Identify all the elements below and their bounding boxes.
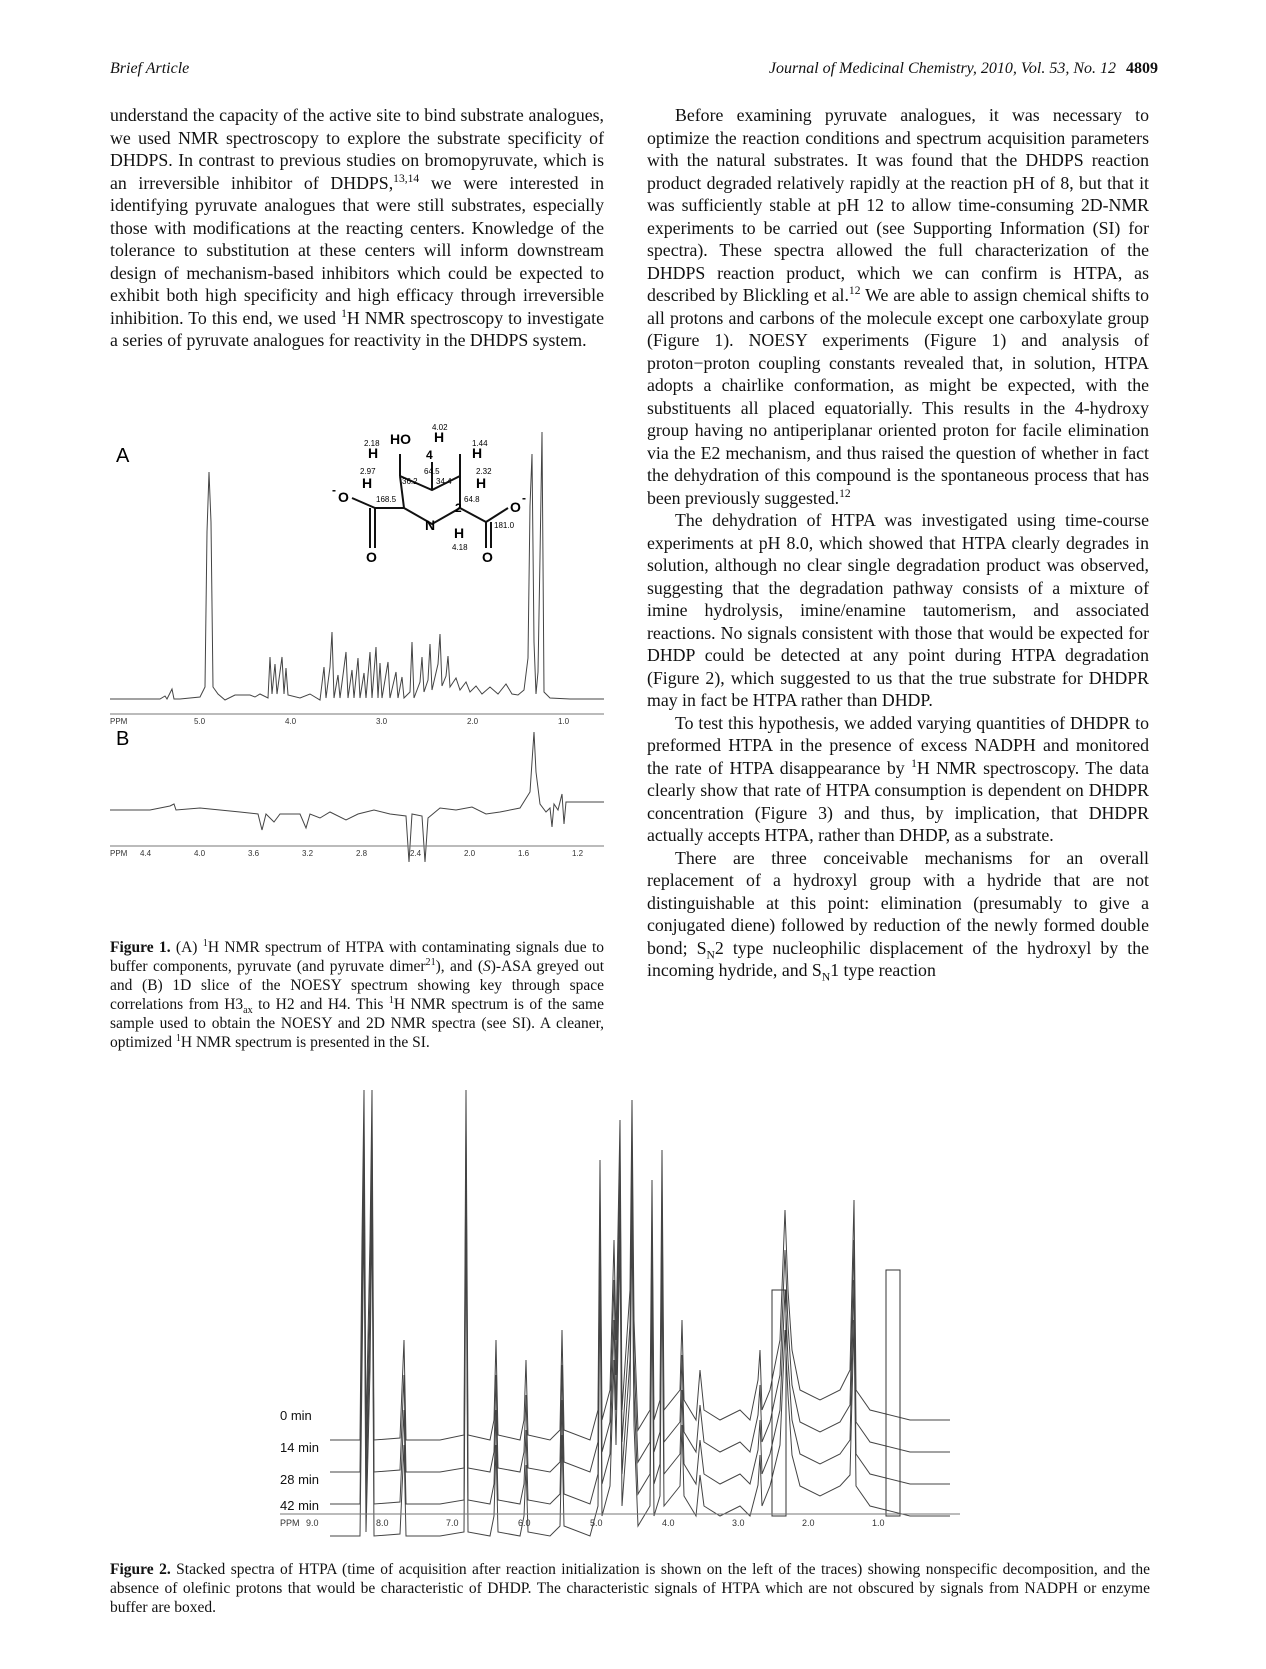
shift-h2: 4.18 bbox=[452, 543, 468, 552]
shift-c4: 64.5 bbox=[424, 467, 440, 476]
panel-label-b: B bbox=[116, 728, 130, 750]
right-column-text bbox=[647, 104, 1149, 982]
htpa-structure bbox=[332, 423, 526, 565]
shift-c3: 36.2 bbox=[402, 477, 418, 486]
shift-h4: 4.02 bbox=[432, 423, 448, 432]
shift-c2: 64.8 bbox=[464, 495, 480, 504]
tick-b-1.6: 1.6 bbox=[518, 849, 530, 858]
page-number: 4809 bbox=[1126, 60, 1158, 77]
ppm-label-a: PPM bbox=[110, 717, 128, 726]
ticks-a bbox=[194, 717, 570, 726]
right-paragraph-3: To test this hypothesis, we added varying quantities of DHDPR to preformed HTPA in the presence of excess NADPH and monitored the rate of HTPA disappearance by $^1$H NMR spectroscopy. The data clearly show that rate of HTPA consumption is dependent on DHDPR concentration (Figure 3) and thus, by implication, that DHDPR actually accepts HTPA, rather than DHDP, as a substrate. bbox=[647, 712, 1149, 845]
right-paragraph-4: There are three conceivable mechanisms for an overall replacement of a hydroxyl group with a hydride that are not distinguishable at this point: elimination (presumably to give a conjugated diene) followed by reduction of the newly formed double bond; $S_N2$ type nucleophilic displacement of the hydroxyl by the incoming hydride, and $S_N1$ type reaction bbox=[647, 847, 1149, 984]
right-paragraph-2: The dehydration of HTPA was investigated using time-course experiments at pH 8.0, which showed that HTPA clearly degrades in solution, although no clear single degradation product was observed, suggesting that the degradation pathway consists of a mixture of imine hydrolysis, imine/enamine tautomerism, and associated reactions. No signals consistent with those that would be expected for DHDP could be detected at any point during HTPA degradation (Figure 2), which suggested to us that the true substrate for DHDPR may in fact be HTPA rather than DHDP. bbox=[647, 510, 1149, 710]
figure-2-caption: Figure 2. Stacked spectra of HTPA (time of acquisition after reaction initialization is shown on the left of the traces) showing nonspecific decomposition, and the absence of olefinic protons that would be characteristic of DHDP. The characteristic signals of HTPA which are not obscured by signals from NADPH or enzyme buffer are boxed. bbox=[110, 1561, 1151, 1616]
tick-4.0: 4.0 bbox=[662, 1518, 675, 1528]
tick-b-2.0: 2.0 bbox=[464, 849, 476, 858]
tick-a-5.0: 5.0 bbox=[194, 717, 206, 726]
tick-2.0: 2.0 bbox=[802, 1518, 815, 1528]
structure-num2: 2 bbox=[455, 501, 462, 515]
structure-h4: H bbox=[434, 429, 445, 445]
tick-3.0: 3.0 bbox=[732, 1518, 745, 1528]
tick-6.0: 6.0 bbox=[518, 1518, 531, 1528]
trace-label-0: 0 min bbox=[280, 1408, 312, 1423]
trace-0-min bbox=[330, 1090, 950, 1440]
tick-b-3.6: 3.6 bbox=[248, 849, 260, 858]
shift-h3eq: 2.18 bbox=[364, 439, 380, 448]
tick-1.0: 1.0 bbox=[872, 1518, 885, 1528]
left-column-text bbox=[110, 104, 604, 352]
structure-o-minus-left: O bbox=[338, 489, 349, 505]
structure-n: N bbox=[425, 517, 436, 533]
highlight-box-2 bbox=[886, 1270, 900, 1516]
right-paragraph-1: Before examining pyruvate analogues, it was necessary to optimize the reaction conditions and spectrum acquisition parameters with the natural substrates. It was found that the DHDPS reaction product degraded relatively rapidly at the reaction pH of 8, but that it was sufficiently stable at pH 12 to allow time-consuming 2D-NMR experiments to be carried out (see Supporting Information (SI) for spectra). These spectra allowed the full characterization of the DHDPS reaction product, which we can confirm is HTPA, as described by Blickling et al.$^{12}$ We are able to assign chemical shifts to all protons and carbons of the molecule except one carboxylate group (Figure 1). NOESY experiments (Figure 1) and analysis of proton−proton coupling constants revealed that, in solution, HTPA adopts a chairlike conformation, as might be expected, with the substituents all placed equatorially. This results in the 4-hydroxy group having no antiperiplanar oriented proton for facile elimination via the E2 mechanism, and thus raised the question of whether in fact the dehydration of this compound is the spontaneous process that has been previously suggested.$^{12}$ bbox=[647, 105, 1149, 508]
structure-o-left: O bbox=[366, 549, 377, 565]
tick-a-3.0: 3.0 bbox=[376, 717, 388, 726]
shift-carboxyl: 181.0 bbox=[494, 521, 515, 530]
trace-label-42: 42 min bbox=[280, 1498, 320, 1513]
structure-minus-right: - bbox=[522, 491, 526, 505]
structure-h2: H bbox=[454, 525, 465, 541]
shift-h5b: 2.32 bbox=[476, 467, 492, 476]
structure-ho: HO bbox=[390, 431, 411, 447]
tick-b-4.0: 4.0 bbox=[194, 849, 206, 858]
shift-carbonyl: 168.5 bbox=[376, 495, 397, 504]
nmr-trace-b bbox=[110, 732, 604, 862]
citation-ref: 13,14 bbox=[393, 171, 420, 185]
tick-a-2.0: 2.0 bbox=[467, 717, 479, 726]
figure-1-panel-a-spectrum bbox=[110, 432, 604, 862]
tick-a-1.0: 1.0 bbox=[558, 717, 570, 726]
trace-label-28: 28 min bbox=[280, 1472, 320, 1487]
structure-o-minus-right: O bbox=[510, 499, 521, 515]
structure-num4: 4 bbox=[426, 448, 433, 462]
trace-label-14: 14 min bbox=[280, 1440, 320, 1455]
structure-o-right: O bbox=[482, 549, 493, 565]
structure-h5b: H bbox=[476, 475, 487, 491]
shift-h5: 1.44 bbox=[472, 439, 488, 448]
tick-b-4.4: 4.4 bbox=[140, 849, 152, 858]
tick-8.0: 8.0 bbox=[376, 1518, 389, 1528]
tick-5.0: 5.0 bbox=[590, 1518, 603, 1528]
shift-c5: 34.4 bbox=[436, 477, 452, 486]
structure-h3ax: H bbox=[362, 475, 373, 491]
trace-labels bbox=[280, 1408, 319, 1513]
journal-citation: Journal of Medicinal Chemistry, 2010, Vol. 53, No. 12 bbox=[768, 60, 1116, 77]
citation-ref: 12 bbox=[848, 284, 861, 298]
tick-b-2.4: 2.4 bbox=[410, 849, 422, 858]
structure-h5: H bbox=[472, 445, 483, 461]
shift-h3ax: 2.97 bbox=[360, 467, 376, 476]
figure-2 bbox=[280, 1090, 960, 1530]
panel-label-a: A bbox=[116, 445, 130, 467]
left-paragraph-1: understand the capacity of the active site to bind substrate analogues, we used NMR spectroscopy to explore the substrate specificity of DHDPS. In contrast to previous studies on bromopyruvate, which is an irreversible inhibitor of DHDPS,$^{13,14}$ we were interested in identifying pyruvate analogues that were still substrates, especially those with modifications at the reacting centers. Knowledge of the tolerance to substitution at these centers will inform downstream design of mechanism-based inhibitors which could be expected to exhibit both high specificity and high efficacy through irreversible inhibition. To this end, we used $^1$H NMR spectroscopy to investigate a series of pyruvate analogues for reactivity in the DHDPS system. bbox=[110, 105, 604, 350]
ppm-label-fig2: PPM bbox=[280, 1518, 300, 1528]
structure-minus-left: - bbox=[332, 483, 336, 497]
running-header-left: Brief Article bbox=[110, 60, 190, 77]
tick-b-3.2: 3.2 bbox=[302, 849, 314, 858]
trace-14-min bbox=[330, 1130, 950, 1472]
citation-ref: 12 bbox=[839, 486, 851, 500]
structure-h3eq: H bbox=[368, 445, 379, 461]
ticks-b bbox=[140, 849, 584, 858]
trace-28-min bbox=[330, 1170, 950, 1504]
tick-7.0: 7.0 bbox=[446, 1518, 459, 1528]
tick-9.0: 9.0 bbox=[306, 1518, 319, 1528]
figure-1 bbox=[110, 423, 604, 902]
tick-b-1.2: 1.2 bbox=[572, 849, 584, 858]
ticks-fig2 bbox=[306, 1518, 885, 1528]
ppm-label-b: PPM bbox=[110, 849, 128, 858]
nmr-trace-a bbox=[110, 432, 604, 700]
running-header-right bbox=[769, 60, 1158, 78]
tick-b-2.8: 2.8 bbox=[356, 849, 368, 858]
tick-a-4.0: 4.0 bbox=[285, 717, 297, 726]
figure-1-caption: Figure 1. (A) $^1$H NMR spectrum of HTPA with contaminating signals due to buffer components, pyruvate (and pyruvate dimer$^{21}$), and (S)-ASA greyed out and (B) 1D slice of the NOESY spectrum showing key through space correlations from $H3_{ax}$ to H2 and H4. This $^1$H NMR spectrum is of the same sample used to obtain the NOESY and 2D NMR spectra (see SI). A cleaner, optimized $^1$H NMR spectrum is presented in the SI. bbox=[110, 937, 605, 1051]
trace-42-min bbox=[330, 1210, 950, 1536]
